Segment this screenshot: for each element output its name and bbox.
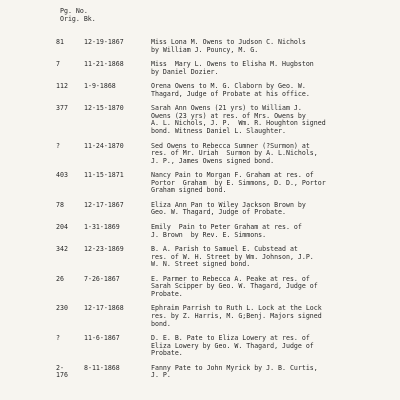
record-text-line: B. A. Parish to Samuel E. Cubstead at bbox=[151, 245, 298, 253]
record-text-line: Fanny Pate to John Myrick by J. B. Curtis, bbox=[151, 363, 318, 372]
record-entry bbox=[0, 83, 400, 98]
record-text-line: Owens (23 yrs) at res. of Mrs. Owens by bbox=[151, 111, 306, 120]
record-page-number: 7 bbox=[56, 60, 60, 69]
record-page-number: ? bbox=[56, 141, 60, 150]
column-header bbox=[60, 8, 96, 23]
record-page-number: 78 bbox=[56, 200, 64, 209]
record-text-line: Geo. W. Thagard, Judge of Probate. bbox=[151, 208, 286, 217]
record-text-line: res. of W. H. Street by Wm. Johnson, J.P. bbox=[151, 252, 314, 261]
record-entry bbox=[0, 39, 400, 54]
record-date: 11-21-1868 bbox=[84, 60, 124, 69]
record-text bbox=[151, 143, 396, 166]
record-text bbox=[151, 246, 396, 269]
record-entry bbox=[0, 61, 400, 76]
record-text-line: res. of Mr. Uriah Surmon by A. L.Nichols, bbox=[151, 149, 318, 158]
record-text-line: Graham signed bond. bbox=[151, 186, 227, 195]
record-text-line: Portor Graham by E. Simmons, D. D., Portor bbox=[151, 178, 326, 187]
record-text-line: D. E. B. Pate to Eliza Lowery at res. of bbox=[151, 334, 310, 343]
record-text-line: Sed Owens to Rebecca Sumner (?Surmon) at bbox=[151, 141, 310, 150]
record-text bbox=[151, 202, 396, 217]
record-entry bbox=[0, 246, 400, 269]
record-entry bbox=[0, 335, 400, 358]
record-date: 11-24-1870 bbox=[84, 141, 124, 150]
record-page-number: 81 bbox=[56, 38, 64, 46]
header-original-book: Orig. Bk. bbox=[60, 14, 96, 23]
record-page-number: 403 bbox=[56, 171, 68, 180]
record-entry bbox=[0, 143, 400, 166]
record-entry bbox=[0, 305, 400, 328]
record-date: 8-11-1868 bbox=[84, 363, 120, 372]
record-entry bbox=[0, 224, 400, 239]
record-page-number: 204 bbox=[56, 222, 68, 231]
record-entry bbox=[0, 202, 400, 217]
record-text-line: Emily Pain to Peter Graham at res. of bbox=[151, 222, 302, 231]
record-text bbox=[151, 224, 396, 239]
record-text bbox=[151, 105, 396, 135]
record-page-number: 342 bbox=[56, 245, 68, 253]
record-text-line: bond. bbox=[151, 319, 171, 328]
record-page-number: 26 bbox=[56, 274, 64, 283]
record-text-line: Miss Mary L. Owens to Elisha M. Hugbston bbox=[151, 60, 314, 69]
record-page-number: 377 bbox=[56, 104, 68, 113]
record-text-line: A. L. Nichols, J. P. Wm. R. Houghton signed bbox=[151, 119, 326, 128]
marriage-record-list bbox=[0, 39, 400, 387]
record-text-line: J. P. bbox=[151, 371, 171, 380]
record-text-line: Miss Lona M. Owens to Judson C. Nichols bbox=[151, 38, 306, 46]
record-date: 12-23-1869 bbox=[84, 245, 124, 253]
record-date: 12-17-1867 bbox=[84, 200, 124, 209]
record-date: 7-26-1867 bbox=[84, 274, 120, 283]
record-text-line: Probate. bbox=[151, 349, 183, 358]
record-text bbox=[151, 172, 396, 195]
record-text bbox=[151, 305, 396, 328]
record-text-line: J. Brown by Rev. E. Simmons. bbox=[151, 230, 267, 239]
record-text bbox=[151, 276, 396, 299]
record-text-line: by William J. Pouncy, M. G. bbox=[151, 45, 259, 54]
record-page-number: ? bbox=[56, 334, 60, 343]
record-date: 11-15-1871 bbox=[84, 171, 124, 180]
record-text-line: Sarah Scipper by Geo. W. Thagard, Judge of bbox=[151, 282, 318, 291]
record-text bbox=[151, 61, 396, 76]
header-page-number: Pg. No. bbox=[60, 7, 88, 15]
record-date: 1-9-1868 bbox=[84, 82, 116, 91]
record-text bbox=[151, 365, 396, 380]
record-entry bbox=[0, 276, 400, 299]
record-page-number: 112 bbox=[56, 82, 68, 91]
record-text-line: by Daniel Dozier. bbox=[151, 67, 219, 76]
record-text-line: W. N. Street signed bond. bbox=[151, 260, 251, 269]
record-entry bbox=[0, 365, 400, 380]
record-entry bbox=[0, 105, 400, 135]
record-date: 12-17-1868 bbox=[84, 304, 124, 313]
record-text bbox=[151, 83, 396, 98]
record-date: 1-31-1869 bbox=[84, 222, 120, 231]
record-text bbox=[151, 39, 396, 54]
record-date: 12-19-1867 bbox=[84, 38, 124, 46]
record-text-line: Eliza Lowery by Geo. W. Thagard, Judge of bbox=[151, 341, 314, 350]
record-text-line: bond. Witness Daniel L. Slaughter. bbox=[151, 127, 286, 136]
record-text-line: Thagard, Judge of Probate at his office. bbox=[151, 89, 310, 98]
record-text bbox=[151, 335, 396, 358]
record-text-line: res. by Z. Harris, M. G;Benj. Majors signed bbox=[151, 311, 322, 320]
record-text-line: Nancy Pain to Morgan F. Graham at res. of bbox=[151, 171, 314, 180]
record-text-line: J. P., James Owens signed bond. bbox=[151, 156, 275, 165]
record-text-line: Probate. bbox=[151, 289, 183, 298]
record-page-number: 230 bbox=[56, 304, 68, 313]
record-text-line: E. Parmer to Rebecca A. Peake at res. of bbox=[151, 274, 310, 283]
record-text-line: Orena Owens to M. G. Claborn by Geo. W. bbox=[151, 82, 306, 91]
record-date: 12-15-1870 bbox=[84, 104, 124, 113]
record-text-line: Eliza Ann Pan to Wiley Jackson Brown by bbox=[151, 200, 306, 209]
record-text-line: Ephraim Parrish to Ruth L. Lock at the Lock bbox=[151, 304, 322, 313]
record-entry bbox=[0, 172, 400, 195]
record-text-line: Sarah Ann Owens (21 yrs) to William J. bbox=[151, 104, 302, 113]
record-page-number: 2- 176 bbox=[56, 363, 68, 380]
record-date: 11-6-1867 bbox=[84, 334, 120, 343]
